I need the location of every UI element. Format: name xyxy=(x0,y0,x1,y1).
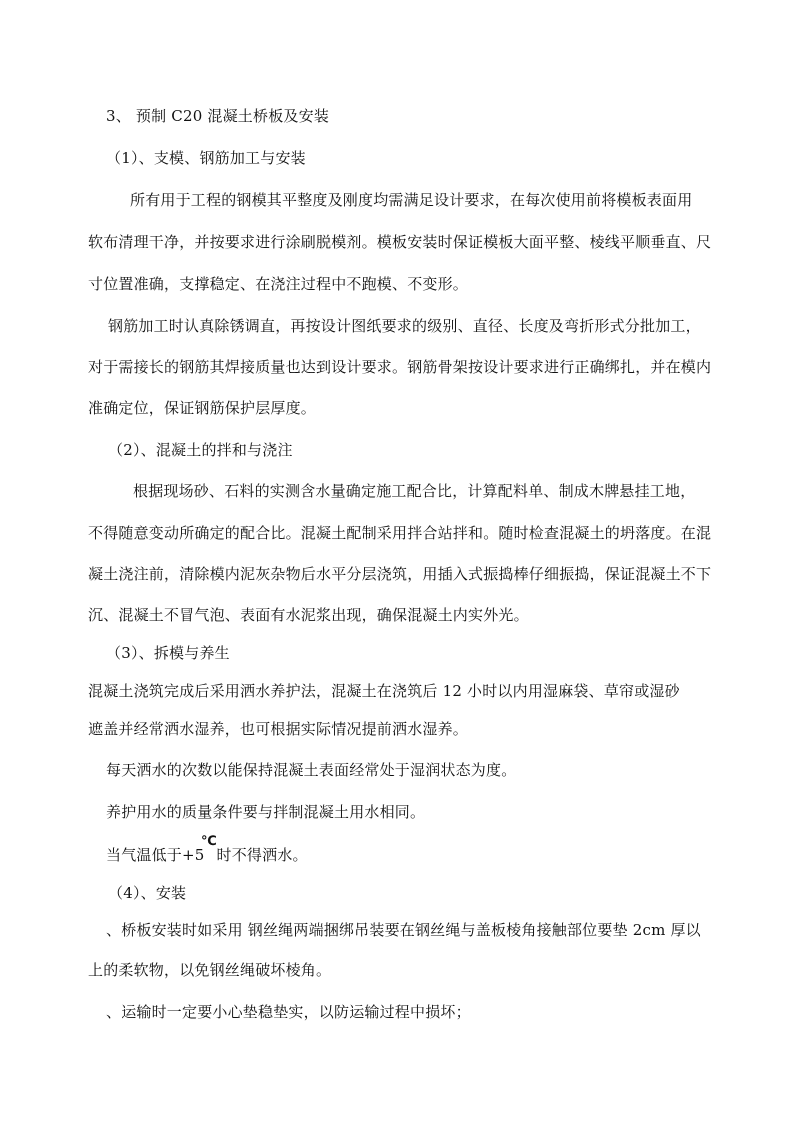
paragraph-line: 每天洒水的次数以能保持混凝土表面经常处于湿润状态为度。 xyxy=(106,761,517,779)
paragraph-line: 根据现场砂、石料的实测含水量确定施工配合比，计算配料单、制成木牌悬挂工地， xyxy=(133,482,696,500)
paragraph-line: 钢筋加工时认真除锈调直，再按设计图纸要求的级别、直径、长度及弯折形式分批加工， xyxy=(108,317,701,335)
paragraph-line: 养护用水的质量条件要与拌制混凝土用水相同。 xyxy=(106,803,426,821)
paragraph-line: 准确定位，保证钢筋保护层厚度。 xyxy=(88,399,317,417)
paragraph-line: 不得随意变动所确定的配合比。混凝土配制采用拌合站拌和。随时检查混凝土的坍落度。在混 xyxy=(88,524,712,542)
paragraph-line: 上的柔软物，以免钢丝绳破坏棱角。 xyxy=(88,961,332,979)
paragraph-line: 沉、混凝土不冒气泡、表面有水泥浆出现，确保混凝土内实外光。 xyxy=(88,606,529,624)
paragraph-line: 所有用于工程的钢模其平整度及刚度均需满足设计要求，在每次使用前将模板表面用 xyxy=(130,191,693,209)
subsection-heading-4: （4）、安装 xyxy=(108,884,187,902)
paragraph-line: 寸位置准确，支撑稳定、在浇注过程中不跑模、不变形。 xyxy=(88,275,469,293)
celsius-unit: ℃ xyxy=(201,834,217,849)
temperature-text-after: 时不得洒水。 xyxy=(216,846,308,864)
temperature-text: 当气温低于+5 xyxy=(106,846,205,864)
paragraph-line: 遮盖并经常洒水湿养，也可根据实际情况提前洒水湿养。 xyxy=(88,720,469,738)
paragraph-line: 软布清理干净，并按要求进行涂刷脱模剂。模板安装时保证模板大面平整、棱线平顺垂直、尺 xyxy=(88,233,712,251)
paragraph-line: 混凝土浇筑完成后采用洒水养护法，混凝土在浇筑后 12 小时以内用湿麻袋、草帘或湿砂 xyxy=(88,682,680,700)
paragraph-line: 凝土浇注前，清除模内泥灰杂物后水平分层浇筑，用插入式振捣棒仔细振捣，保证混凝土不下 xyxy=(88,565,712,583)
paragraph-line: 、桥板安装时如采用 钢丝绳两端捆绑吊装要在钢丝绳与盖板棱角接触部位要垫 2cm 厚以 xyxy=(106,921,701,939)
subsection-heading-1: （1）、支模、钢筋加工与安装 xyxy=(106,149,306,167)
subsection-heading-3: （3）、拆模与养生 xyxy=(106,644,230,662)
paragraph-line: 、运输时一定要小心垫稳垫实，以防运输过程中损坏； xyxy=(106,1003,471,1021)
subsection-heading-2: （2）、混凝土的拌和与浇注 xyxy=(108,441,293,459)
section-heading: 3、 预制 C20 混凝土桥板及安装 xyxy=(106,107,330,125)
paragraph-line: 对于需接长的钢筋其焊接质量也达到设计要求。钢筋骨架按设计要求进行正确绑扎，并在模内 xyxy=(88,358,712,376)
